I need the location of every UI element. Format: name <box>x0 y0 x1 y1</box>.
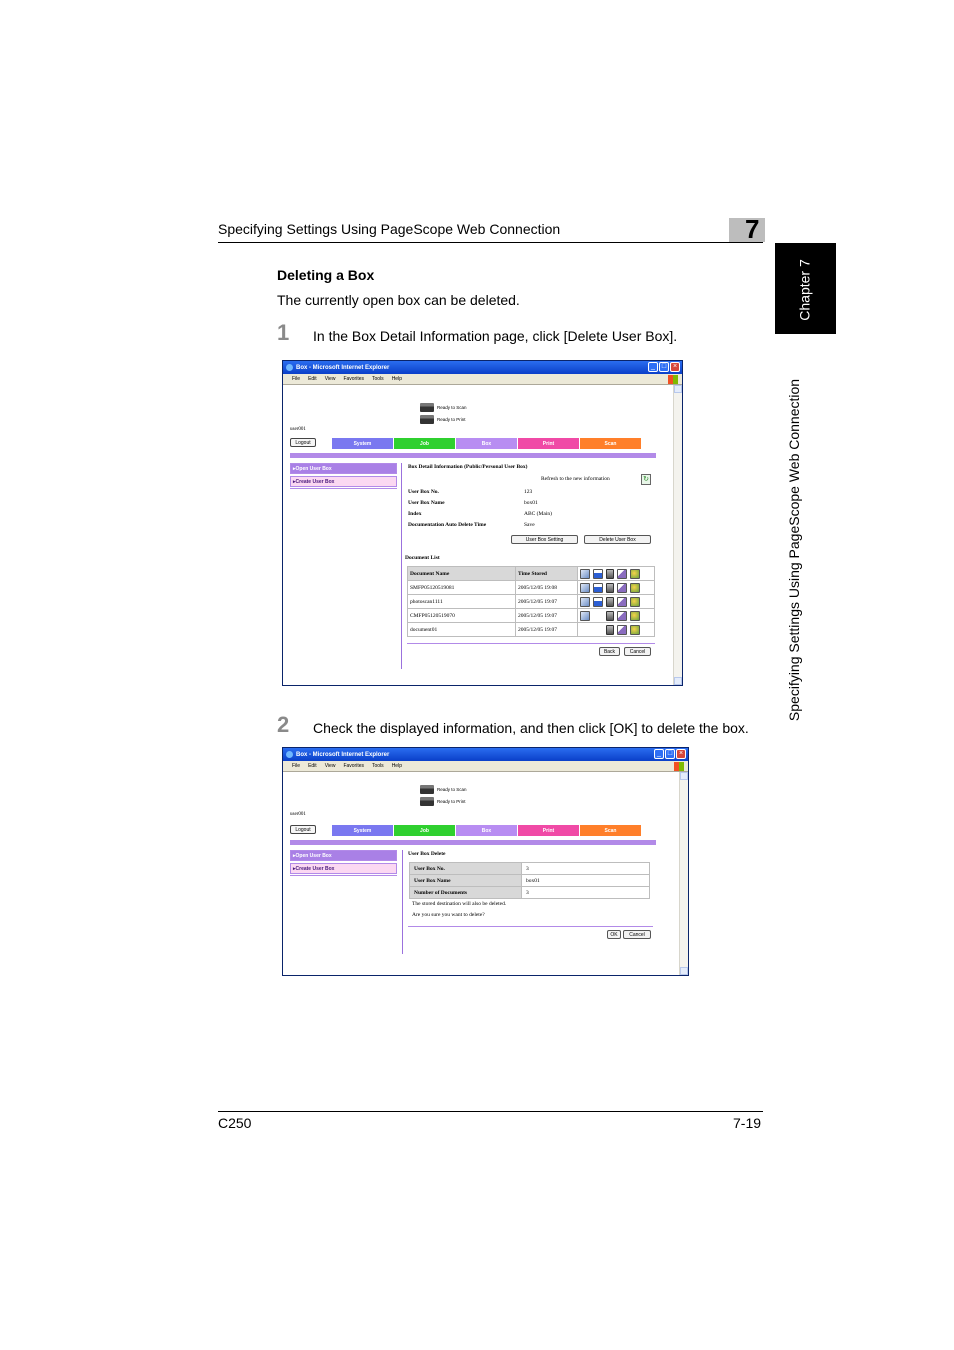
ok-button[interactable]: OK <box>607 930 621 939</box>
bottom-divider <box>407 643 655 644</box>
cancel-button[interactable]: Cancel <box>624 647 651 656</box>
action-icons <box>578 567 655 581</box>
section-divider <box>290 840 656 845</box>
table-header-row <box>408 567 655 581</box>
info-label: User Box Name <box>410 875 522 887</box>
field-value: ABC (Main) <box>524 511 552 517</box>
content-divider <box>402 850 403 954</box>
action-icons <box>578 609 655 623</box>
minimize-icon[interactable]: _ <box>648 362 658 372</box>
vertical-scrollbar[interactable] <box>673 385 682 685</box>
scroll-down-icon[interactable] <box>680 967 688 975</box>
menu-view[interactable]: View <box>324 763 336 769</box>
time-stored-cell: 2005/12/05 19:07 <box>516 623 578 637</box>
print-status-label: Ready to Print <box>437 799 466 804</box>
table-row <box>408 609 655 623</box>
chapter-number: 7 <box>745 214 760 244</box>
tab-print[interactable]: Print <box>518 438 579 449</box>
bottom-divider <box>408 926 653 927</box>
maximize-icon[interactable]: □ <box>665 749 675 759</box>
menu-help[interactable]: Help <box>391 376 402 382</box>
window-title: Box - Microsoft Internet Explorer <box>296 751 390 758</box>
tab-system[interactable]: System <box>332 438 393 449</box>
view-icon[interactable] <box>580 597 590 607</box>
info-value: 3 <box>522 887 650 899</box>
menu-tools[interactable]: Tools <box>372 763 384 769</box>
nav-open-user-box[interactable]: ▸ Open User Box <box>290 463 397 474</box>
tab-print[interactable]: Print <box>518 825 579 836</box>
info-value: box01 <box>522 875 650 887</box>
table-row <box>410 887 650 899</box>
delete-warning: The stored destination will also be deleted. <box>412 901 507 907</box>
col-document-name: Document Name <box>408 567 516 581</box>
window-controls <box>648 362 680 372</box>
nav-create-user-box[interactable]: ▸ Create User Box <box>290 476 397 487</box>
menu-favorites[interactable]: Favorites <box>343 376 364 382</box>
tab-scan[interactable]: Scan <box>580 825 641 836</box>
field-value: 123 <box>524 489 533 495</box>
tab-job[interactable]: Job <box>394 438 455 449</box>
title-bar <box>283 748 688 761</box>
tab-scan[interactable]: Scan <box>580 438 641 449</box>
menu-file[interactable]: File <box>292 376 301 382</box>
logout-button[interactable]: Logout <box>290 438 316 447</box>
document-table <box>407 566 655 637</box>
ie-icon <box>286 364 293 371</box>
download-icon-placeholder <box>593 625 603 635</box>
time-stored-cell: 2005/12/05 19:07 <box>516 595 578 609</box>
title-bar <box>283 361 682 374</box>
trash-icon[interactable] <box>606 611 614 621</box>
menu-tools[interactable]: Tools <box>372 376 384 382</box>
trash-icon[interactable] <box>606 625 614 635</box>
side-running-title: Specifying Settings Using PageScope Web Connection <box>786 378 802 722</box>
trash-icon <box>606 569 614 579</box>
delete-info-table <box>409 862 650 899</box>
table-row <box>408 581 655 595</box>
footer-rule <box>218 1111 763 1112</box>
print-status <box>420 415 466 424</box>
step-number: 2 <box>277 712 290 737</box>
back-button[interactable]: Back <box>599 647 620 656</box>
scan-status-label: Ready to Scan <box>437 787 467 792</box>
menu-edit[interactable]: Edit <box>308 376 317 382</box>
windows-logo-icon <box>668 375 678 384</box>
footer-page-number: 7-19 <box>733 1115 762 1131</box>
side-running-title-wrap <box>782 345 806 755</box>
ie-icon <box>286 751 293 758</box>
action-icons <box>578 581 655 595</box>
browser-window-box-detail <box>282 360 683 686</box>
move-icon[interactable] <box>630 611 640 621</box>
table-row <box>408 595 655 609</box>
printer-icon <box>420 785 434 794</box>
logout-button[interactable]: Logout <box>290 825 316 834</box>
printer-icon <box>420 797 434 806</box>
download-icon[interactable] <box>593 583 603 593</box>
move-icon[interactable] <box>630 583 640 593</box>
menu-help[interactable]: Help <box>391 763 402 769</box>
user-name: user001 <box>290 812 306 817</box>
section-title: Deleting a Box <box>277 267 375 283</box>
info-label: User Box No. <box>410 863 522 875</box>
scroll-up-icon[interactable] <box>674 385 682 393</box>
left-navigation <box>290 850 397 876</box>
cancel-button[interactable]: Cancel <box>623 930 651 939</box>
edit-icon <box>617 569 627 579</box>
document-name-cell: CMFP05120519070 <box>408 609 516 623</box>
user-name: user001 <box>290 427 306 432</box>
tab-system[interactable]: System <box>332 825 393 836</box>
chapter-tab-label-wrap <box>795 250 815 330</box>
delete-user-box-button[interactable]: Delete User Box <box>584 535 651 544</box>
scan-status-label: Ready to Scan <box>437 405 467 410</box>
maximize-icon[interactable]: □ <box>659 362 669 372</box>
trash-icon[interactable] <box>606 597 614 607</box>
step-number: 1 <box>277 320 290 345</box>
edit-icon[interactable] <box>617 597 627 607</box>
field-value: box01 <box>524 500 538 506</box>
user-box-delete-heading: User Box Delete <box>408 851 446 857</box>
tab-box[interactable]: Box <box>456 438 517 449</box>
windows-logo-icon <box>674 762 684 771</box>
left-navigation <box>290 463 397 489</box>
download-icon[interactable] <box>593 597 603 607</box>
browser-window-box-delete <box>282 747 689 976</box>
window-controls <box>654 749 686 759</box>
document-name-cell: SMFP05120519081 <box>408 581 516 595</box>
step-text: In the Box Detail Information page, click [Delete User Box]. <box>313 328 678 344</box>
nav-create-user-box[interactable]: ▸ Create User Box <box>290 863 397 874</box>
nav-open-user-box[interactable]: ▸ Open User Box <box>290 850 397 861</box>
trash-icon[interactable] <box>606 583 614 593</box>
info-label: Number of Documents <box>410 887 522 899</box>
view-icon-placeholder <box>580 625 590 635</box>
move-icon[interactable] <box>630 597 640 607</box>
move-icon <box>630 569 640 579</box>
menu-edit[interactable]: Edit <box>308 763 317 769</box>
nav-create-label: Create User Box <box>295 478 335 485</box>
action-icons <box>578 623 655 637</box>
table-row <box>410 875 650 887</box>
vertical-scrollbar[interactable] <box>679 772 688 975</box>
tab-job[interactable]: Job <box>394 825 455 836</box>
chapter-tab-label: Chapter 7 <box>797 259 814 321</box>
edit-icon[interactable] <box>617 583 627 593</box>
edit-icon[interactable] <box>617 625 627 635</box>
scan-status <box>420 785 467 794</box>
minimize-icon[interactable]: _ <box>654 749 664 759</box>
table-row <box>408 623 655 637</box>
nav-open-label: Open User Box <box>295 852 332 859</box>
field-label: Index <box>408 511 422 517</box>
refresh-icon[interactable]: ↻ <box>641 474 651 485</box>
user-box-setting-button[interactable]: User Box Setting <box>511 535 578 544</box>
move-icon[interactable] <box>630 625 640 635</box>
footer-model: C250 <box>218 1115 252 1131</box>
field-label: User Box No. <box>408 489 439 495</box>
menu-bar <box>283 374 682 385</box>
menu-favorites[interactable]: Favorites <box>343 763 364 769</box>
document-name-cell: document01 <box>408 623 516 637</box>
table-row <box>410 863 650 875</box>
document-list-title: Document List <box>405 555 440 561</box>
refresh-label: Refresh to the new information <box>541 476 610 482</box>
close-icon[interactable]: × <box>676 749 686 759</box>
nav-open-label: Open User Box <box>295 465 332 472</box>
intro-text: The currently open box can be deleted. <box>277 292 520 308</box>
nav-create-label: Create User Box <box>295 865 335 872</box>
download-icon-placeholder <box>593 611 603 621</box>
time-stored-cell: 2005/12/05 19:08 <box>516 581 578 595</box>
header-rule <box>218 242 763 243</box>
menu-view[interactable]: View <box>324 376 336 382</box>
scan-status <box>420 403 467 412</box>
close-icon[interactable]: × <box>670 362 680 372</box>
nav-divider <box>290 875 397 876</box>
view-icon[interactable] <box>580 583 590 593</box>
edit-icon[interactable] <box>617 611 627 621</box>
delete-confirm-question: Are you sure you want to delete? <box>412 912 485 918</box>
print-status <box>420 797 466 806</box>
print-status-label: Ready to Print <box>437 417 466 422</box>
menu-bar <box>283 761 688 772</box>
printer-icon <box>420 415 434 424</box>
info-value: 3 <box>522 863 650 875</box>
view-icon[interactable] <box>580 611 590 621</box>
running-header: Specifying Settings Using PageScope Web Connection <box>218 221 561 237</box>
scroll-up-icon[interactable] <box>680 772 688 780</box>
document-name-cell: photoscan1111 <box>408 595 516 609</box>
field-label: User Box Name <box>408 500 445 506</box>
time-stored-cell: 2005/12/05 19:07 <box>516 609 578 623</box>
download-icon <box>593 569 603 579</box>
field-value: Save <box>524 522 535 528</box>
scroll-down-icon[interactable] <box>674 677 682 685</box>
box-detail-heading: Box Detail Information (Public/Personal User Box) <box>408 464 528 470</box>
field-label: Documentation Auto Delete Time <box>408 522 487 528</box>
view-icon <box>580 569 590 579</box>
action-icons <box>578 595 655 609</box>
window-title: Box - Microsoft Internet Explorer <box>296 364 390 371</box>
col-time-stored: Time Stored <box>516 567 578 581</box>
menu-file[interactable]: File <box>292 763 301 769</box>
section-divider <box>290 453 656 458</box>
tab-box[interactable]: Box <box>456 825 517 836</box>
printer-icon <box>420 403 434 412</box>
step-text: Check the displayed information, and then click [OK] to delete the box. <box>313 720 749 736</box>
content-divider <box>401 463 402 669</box>
nav-divider <box>290 488 397 489</box>
